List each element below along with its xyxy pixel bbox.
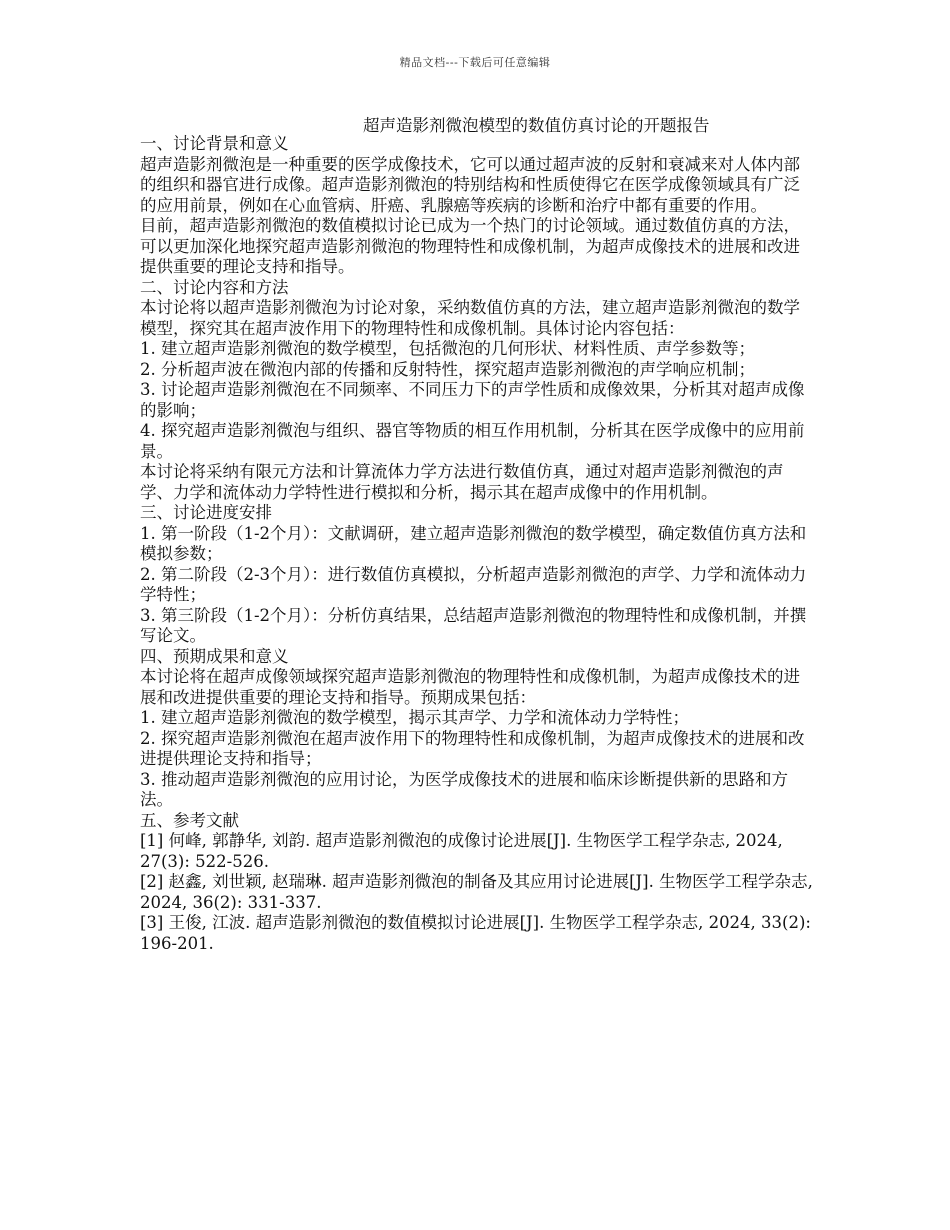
list-item: 3. 推动超声造影剂微泡的应用讨论，为医学成像技术的进展和临床诊断提供新的思路和方法。	[140, 769, 788, 809]
reference-item: [3] 王俊, 江波. 超声造影剂微泡的数值模拟讨论进展[J]. 生物医学工程学杂志, 2024, 33(2): 196-201.	[140, 913, 811, 953]
list-item: 3. 第三阶段（1-2个月）：分析仿真结果，总结超声造影剂微泡的物理特性和成像机制，并撰写论文。	[140, 605, 807, 645]
section-heading-references: 五、参考文献	[140, 810, 239, 830]
document-title: 超声造影剂微泡模型的数值仿真讨论的开题报告	[363, 116, 710, 135]
paragraph: 本讨论将以超声造影剂微泡为讨论对象，采纳数值仿真的方法，建立超声造影剂微泡的数学模型，探究其在超声波作用下的物理特性和成像机制。具体讨论内容包括：	[140, 298, 800, 338]
list-item: 2. 第二阶段（2-3个月）：进行数值仿真模拟，分析超声造影剂微泡的声学、力学和流体动力学特性；	[140, 564, 807, 604]
section-heading-outcomes: 四、预期成果和意义	[140, 646, 289, 666]
list-item: 1. 建立超声造影剂微泡的数学模型，揭示其声学、力学和流体动力学特性；	[140, 708, 689, 727]
document-body	[140, 134, 815, 954]
paragraph: 超声造影剂微泡是一种重要的医学成像技术，它可以通过超声波的反射和衰减来对人体内部的组织和器官进行成像。超声造影剂微泡的特别结构和性质使得它在医学成像领域具有广泛的应用前景，例如在心血管病、肝癌、乳腺癌等疾病的诊断和治疗中都有重要的作用。	[140, 154, 800, 215]
list-item: 3. 讨论超声造影剂微泡在不同频率、不同压力下的声学性质和成像效果，分析其对超声成像的影响；	[140, 380, 805, 420]
paragraph: 目前，超声造影剂微泡的数值模拟讨论已成为一个热门的讨论领域。通过数值仿真的方法，可以更加深化地探究超声造影剂微泡的物理特性和成像机制，为超声成像技术的进展和改进提供重要的理论支持和指导。	[140, 216, 800, 276]
list-item: 2. 分析超声波在微泡内部的传播和反射特性，探究超声造影剂微泡的声学响应机制；	[140, 359, 755, 379]
paragraph: 本讨论将采纳有限元方法和计算流体力学方法进行数值仿真，通过对超声造影剂微泡的声学、力学和流体动力学特性进行模拟和分析，揭示其在超声成像中的作用机制。	[140, 462, 784, 502]
section-heading-background: 一、讨论背景和意义	[140, 134, 289, 153]
section-heading-schedule: 三、讨论进度安排	[140, 503, 272, 522]
list-item: 1. 建立超声造影剂微泡的数学模型，包括微泡的几何形状、材料性质、声学参数等；	[140, 339, 755, 358]
section-heading-content-method: 二、讨论内容和方法	[140, 277, 289, 297]
paragraph: 本讨论将在超声成像领域探究超声造影剂微泡的物理特性和成像机制，为超声成像技术的进展和改进提供重要的理论支持和指导。预期成果包括：	[140, 667, 800, 707]
reference-item: [2] 赵鑫, 刘世颖, 赵瑞琳. 超声造影剂微泡的制备及其应用讨论进展[J]. 生物医学工程学杂志, 2024, 36(2): 331-337.	[140, 872, 813, 912]
list-item: 1. 第一阶段（1-2个月）：文献调研，建立超声造影剂微泡的数学模型，确定数值仿真方法和模拟参数；	[140, 523, 807, 563]
page-header: 精品文档---下载后可任意编辑	[399, 56, 551, 69]
reference-item: [1] 何峰, 郭静华, 刘韵. 超声造影剂微泡的成像讨论进展[J]. 生物医学工程学杂志, 2024, 27(3): 522-526.	[140, 831, 783, 871]
list-item: 4. 探究超声造影剂微泡与组织、器官等物质的相互作用机制，分析其在医学成像中的应用前景。	[140, 421, 805, 461]
list-item: 2. 探究超声造影剂微泡在超声波作用下的物理特性和成像机制，为超声成像技术的进展和改进提供理论支持和指导；	[140, 728, 805, 768]
